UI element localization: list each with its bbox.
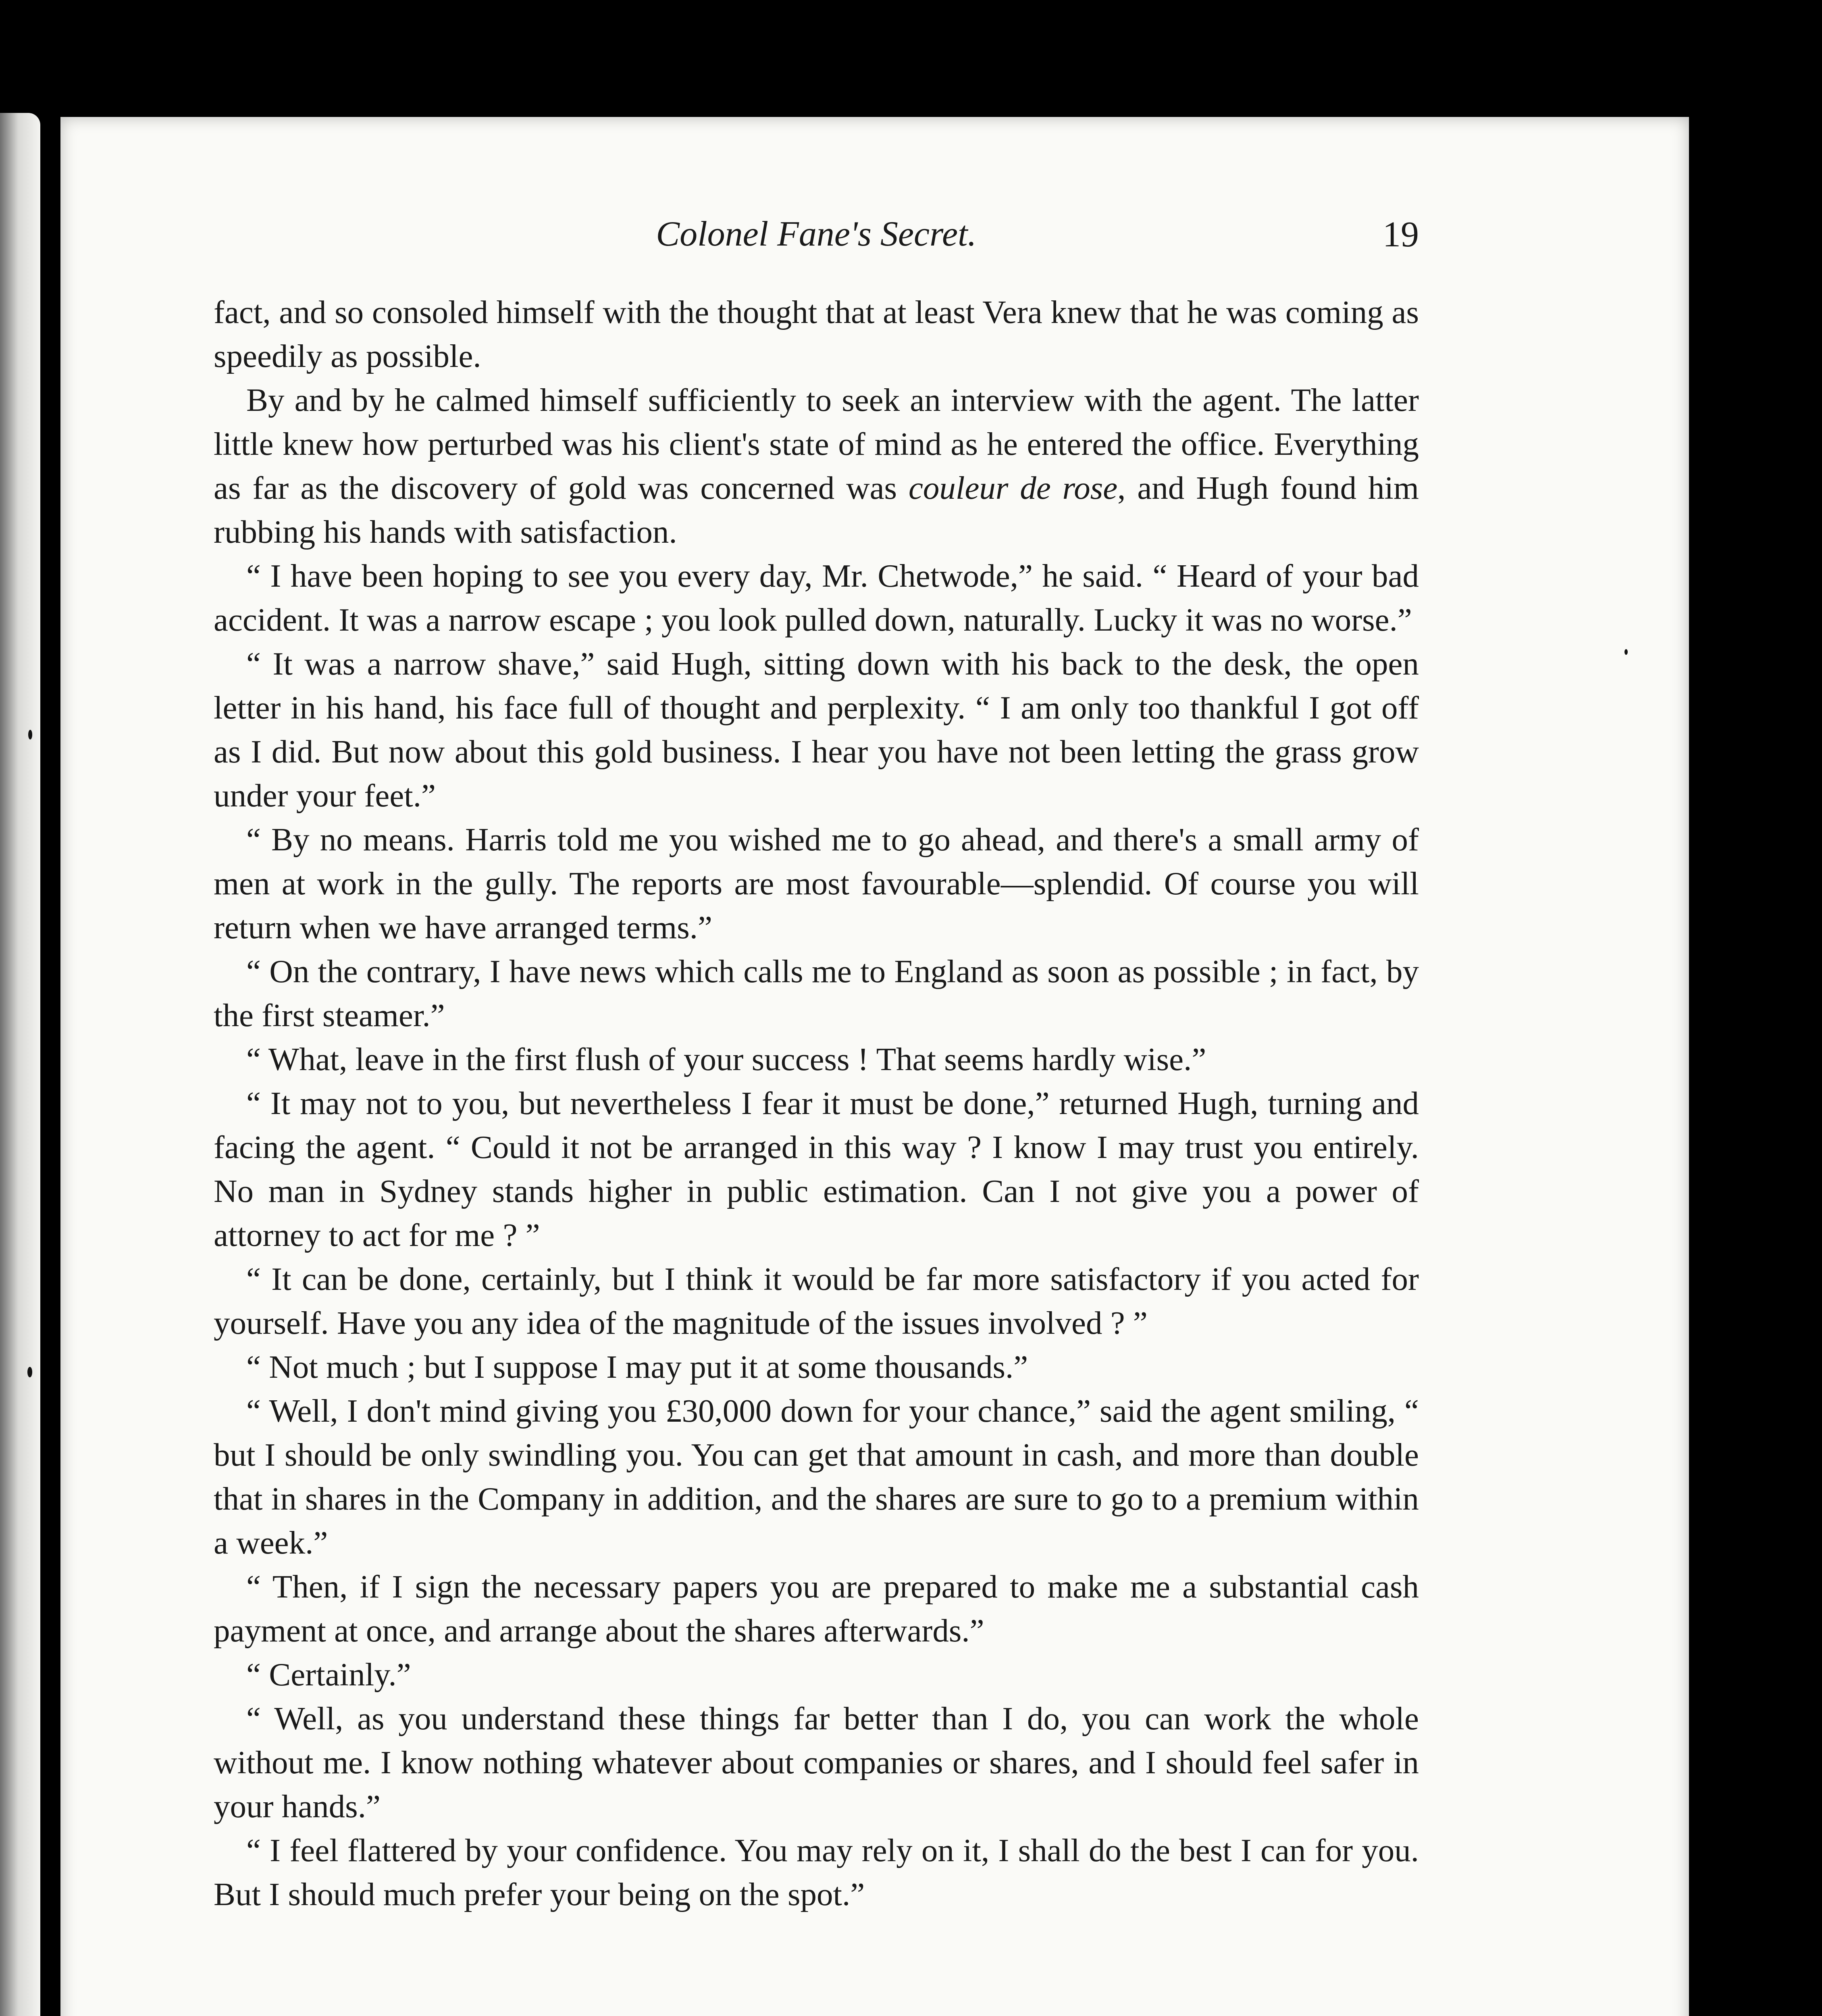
paragraph: “ It can be done, certainly, but I think it would be far more satisfactory if you acted for yourself. Have you any idea of the magnitude of the issues involved ? ”: [214, 1261, 1419, 1341]
paragraph: “ Well, I don't mind giving you £30,000 down for your chance,” said the agent smiling, “ but I should be only swindling you. You can get that amount in cash, and more than double that in shares in the Company in addition, and the shares are sure to go to a premium within a week.”: [214, 1393, 1419, 1561]
paragraph: “ Not much ; but I suppose I may put it at some thousands.”: [246, 1349, 1028, 1385]
paragraph: fact, and so consoled himself with the thought that at least Vera knew that he was coming as speedily as possible.: [214, 294, 1419, 374]
paragraph: “ What, leave in the first flush of your success ! That seems hardly wise.”: [246, 1041, 1206, 1077]
running-head: [214, 214, 1419, 262]
paragraph: By and by he calmed himself sufficiently to seek an interview with the agent. The latter little knew how perturbed was his client's state of mind as he entered the office. Everything as far as the discovery of gold was concerned was couleur de rose, and Hugh found him rubbing his hands with satisfaction.: [214, 382, 1419, 550]
paragraph: “ I feel flattered by your confidence. You may rely on it, I shall do the best I can for you. But I should much prefer your being on the spot.”: [214, 1832, 1419, 1912]
paragraph: “ Certainly.”: [246, 1656, 411, 1693]
page-number: 19: [1383, 215, 1419, 254]
paragraph: “ By no means. Harris told me you wished me to go ahead, and there's a small army of men at work in the gully. The reports are most favourable—splendid. Of course you will return when we have arranged terms.”: [214, 821, 1419, 946]
margin-speck: [27, 1367, 32, 1377]
paragraph: “ I have been hoping to see you every day, Mr. Chetwode,” he said. “ Heard of your bad accident. It was a narrow escape ; you look pulled down, naturally. Lucky it was no worse.”: [214, 558, 1419, 638]
paragraph: “ It was a narrow shave,” said Hugh, sitting down with his back to the desk, the open letter in his hand, his face full of thought and perplexity. “ I am only too thankful I got off as I did. But now about this gold business. I hear you have not been letting the grass grow under your feet.”: [214, 646, 1419, 814]
margin-speck: [28, 730, 32, 739]
running-title: Colonel Fane's Secret.: [656, 215, 977, 254]
paragraph: “ Then, if I sign the necessary papers you are prepared to make me a substantial cash payment at once, and arrange about the shares afterwards.”: [214, 1568, 1419, 1649]
paragraph: “ On the contrary, I have news which calls me to England as soon as possible ; in fact, by the first steamer.”: [214, 953, 1419, 1033]
paragraph: “ It may not to you, but nevertheless I fear it must be done,” returned Hugh, turning and facing the agent. “ Could it not be arranged in this way ? I know I may trust you entirely. No man in Sydney stands higher in public estimation. Can I not give you a power of attorney to act for me ? ”: [214, 1085, 1419, 1253]
paragraph: “ Well, as you understand these things far better than I do, you can work the whole without me. I know nothing whatever about companies or shares, and I should feel safer in your hands.”: [214, 1700, 1419, 1824]
italic-phrase: couleur de rose: [908, 470, 1118, 506]
previous-page-curl: [0, 113, 40, 2016]
margin-speck: [1624, 649, 1628, 655]
body-text: [214, 290, 1419, 1916]
